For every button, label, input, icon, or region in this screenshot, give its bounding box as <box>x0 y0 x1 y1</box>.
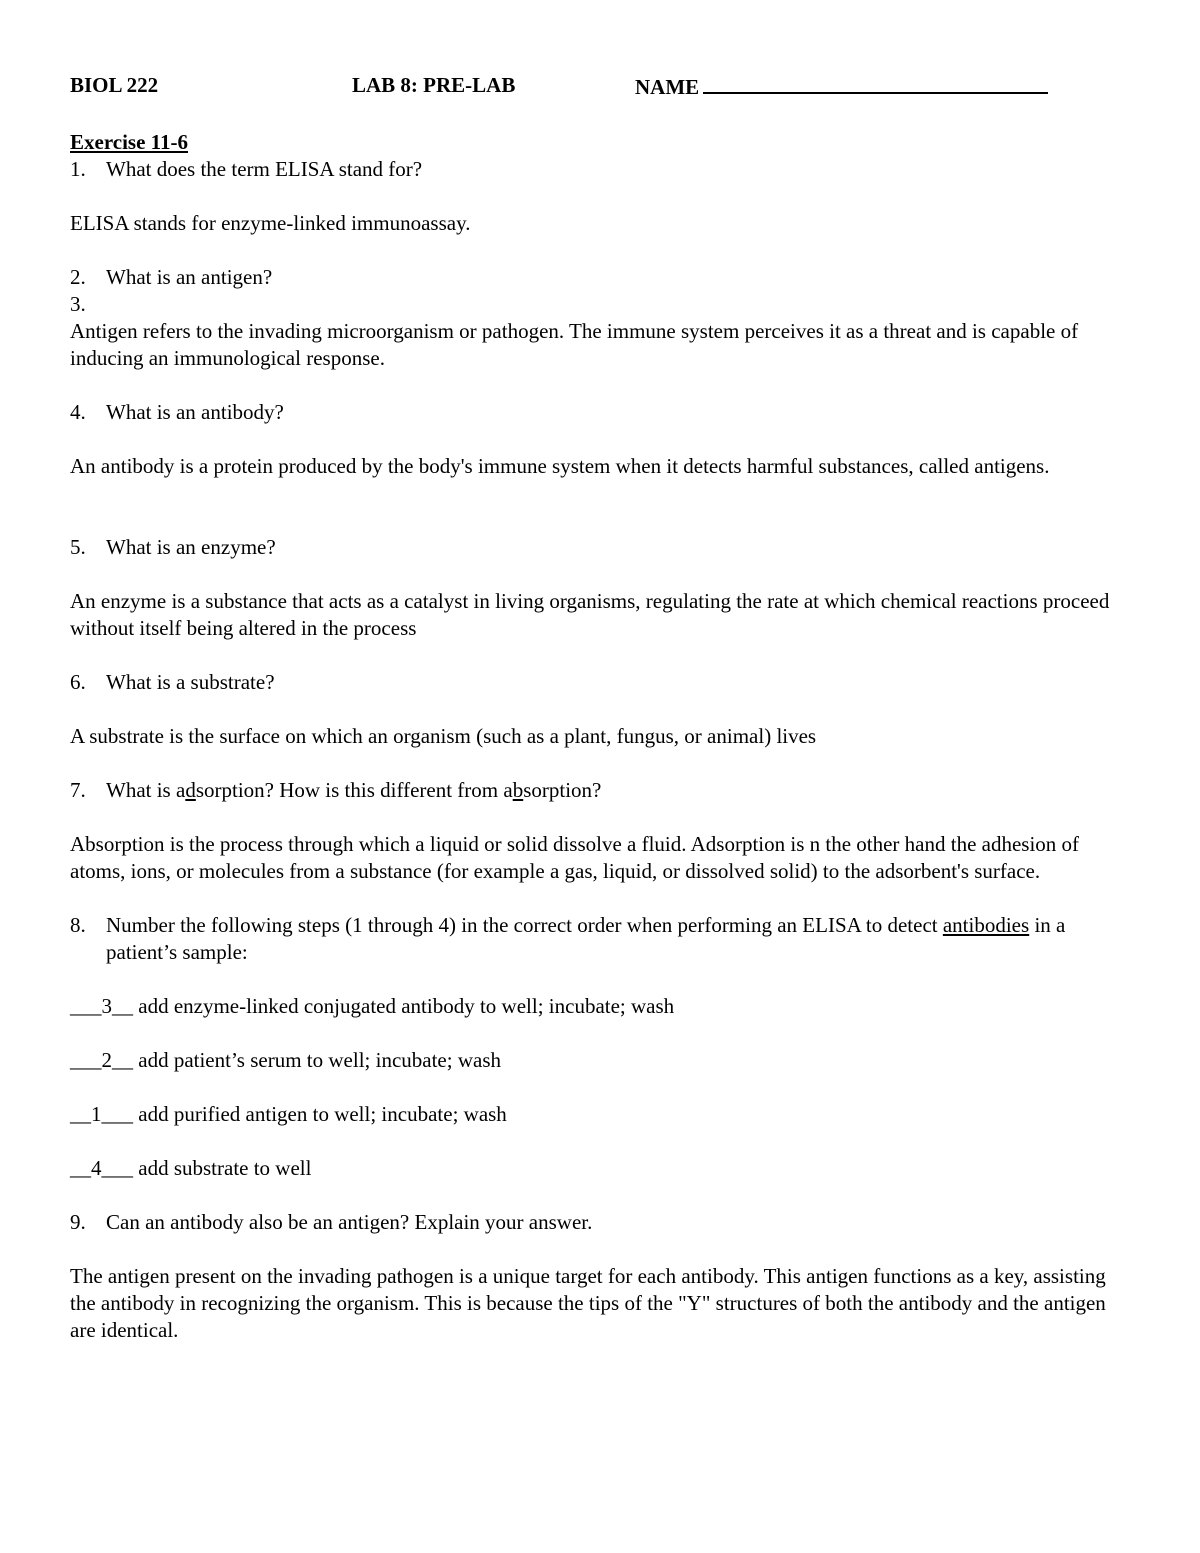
header <box>70 72 1130 102</box>
step-text: add substrate to well <box>138 1156 312 1180</box>
question-text-part: What is a <box>106 778 186 802</box>
question-text-part: in a patient’s sample: <box>106 913 1066 964</box>
question-number: 2. <box>70 265 86 289</box>
step-text: add patient’s serum to well; incubate; wash <box>138 1048 501 1072</box>
underlined-letter: b <box>512 778 524 802</box>
answer-9: The antigen present on the invading pathogen is a unique target for each antibody. This antigen functions as a key, assisting the antibody in recognizing the organism. This is because the tips of the "Y" structures of both the antibody and the antigen are identical. <box>70 1264 1106 1342</box>
exercise-title: Exercise 11-6 <box>70 130 189 154</box>
question-text: Can an antibody also be an antigen? Explain your answer. <box>106 1210 593 1234</box>
question-number: 6. <box>70 670 86 694</box>
question-number: 3. <box>70 292 86 316</box>
question-text <box>106 778 601 802</box>
question-text: What is an antigen? <box>106 265 273 289</box>
name-blank-line[interactable] <box>703 72 1048 94</box>
question-5 <box>70 534 1130 561</box>
question-2 <box>70 264 1130 291</box>
question-8 <box>70 912 1130 966</box>
step-text: add purified antigen to well; incubate; wash <box>138 1102 507 1126</box>
name-field <box>635 72 1048 101</box>
name-label: NAME <box>635 75 700 99</box>
question-number: 7. <box>70 778 86 802</box>
step-answer-blank[interactable]: ___2__ <box>70 1048 133 1072</box>
answer-4: An antibody is a protein produced by the body's immune system when it detects harmful substances, called antigens. <box>70 454 1050 478</box>
question-text-part: sorption? <box>523 778 602 802</box>
lab-title: LAB 8: PRE-LAB <box>352 73 516 97</box>
question-number: 9. <box>70 1210 86 1234</box>
question-number: 4. <box>70 400 86 424</box>
answer-2: Antigen refers to the invading microorganism or pathogen. The immune system perceives it as a threat and is capable of inducing an immunological response. <box>70 319 1079 370</box>
question-text: What is an enzyme? <box>106 535 276 559</box>
question-text <box>106 913 1065 964</box>
question-number: 1. <box>70 157 86 181</box>
question-text-part: Number the following steps (1 through 4) in the correct order when performing an ELISA to detect <box>106 913 938 937</box>
step-answer-blank[interactable]: __1___ <box>70 1102 133 1126</box>
question-3 <box>70 291 1130 318</box>
step-item <box>70 993 1130 1020</box>
question-text: What is an antibody? <box>106 400 284 424</box>
question-text-part: sorption? How is this different from a <box>195 778 513 802</box>
step-answer-blank[interactable]: __4___ <box>70 1156 133 1180</box>
answer-6: A substrate is the surface on which an organism (such as a plant, fungus, or animal) lives <box>70 724 817 748</box>
step-answer-blank[interactable]: ___3__ <box>70 994 133 1018</box>
question-text <box>106 292 111 316</box>
question-1 <box>70 156 1130 183</box>
question-text: What does the term ELISA stand for? <box>106 157 423 181</box>
underlined-letter: d <box>185 778 196 802</box>
question-4 <box>70 399 1130 426</box>
answer-7: Absorption is the process through which a liquid or solid dissolve a fluid. Adsorption is n the other hand the adhesion of atoms, ions, or molecules from a substance (for example a gas, liquid, or dissolved solid) to the adsorbent's surface. <box>70 832 1080 883</box>
underlined-word: antibodies <box>942 913 1030 937</box>
question-number: 8. <box>70 913 86 937</box>
step-item <box>70 1047 1130 1074</box>
question-7 <box>70 777 1130 804</box>
step-text: add enzyme-linked conjugated antibody to well; incubate; wash <box>138 994 675 1018</box>
answer-1: ELISA stands for enzyme-linked immunoassay. <box>70 211 471 235</box>
step-item <box>70 1101 1130 1128</box>
question-9 <box>70 1209 1130 1236</box>
step-item <box>70 1155 1130 1182</box>
question-text: What is a substrate? <box>106 670 275 694</box>
answer-5: An enzyme is a substance that acts as a catalyst in living organisms, regulating the rate at which chemical reactions proceed without itself being altered in the process <box>70 589 1110 640</box>
course-code: BIOL 222 <box>70 73 159 97</box>
question-number: 5. <box>70 535 86 559</box>
document-page <box>70 72 1130 1344</box>
question-6 <box>70 669 1130 696</box>
